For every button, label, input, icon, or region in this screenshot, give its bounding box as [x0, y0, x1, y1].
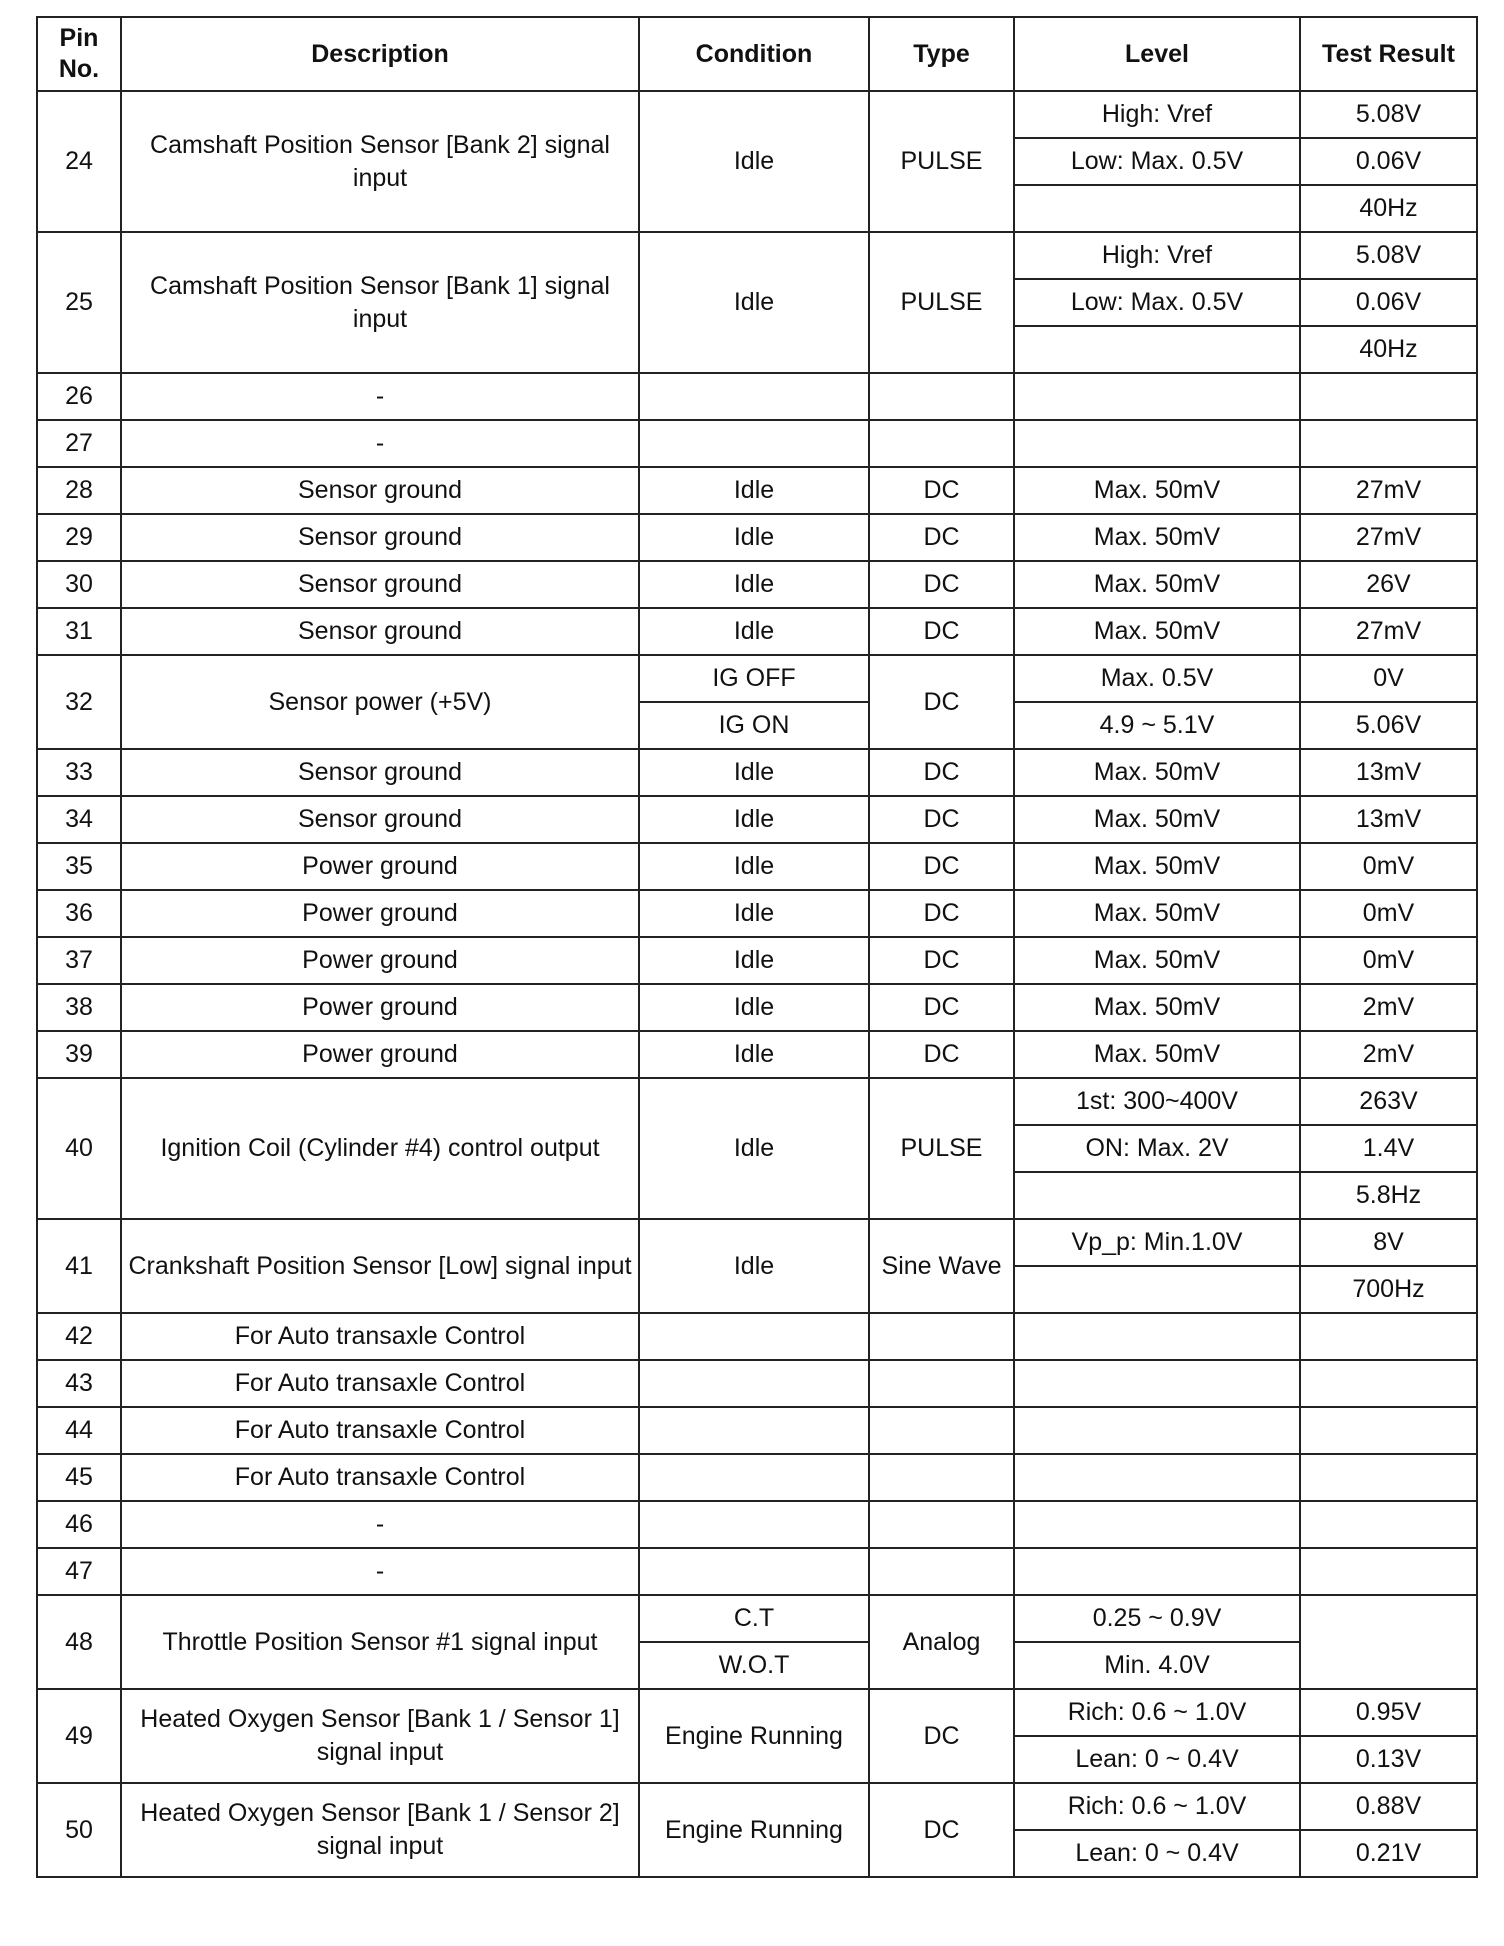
level-cell: Max. 50mV — [1014, 608, 1300, 655]
test-result-cell: 13mV — [1300, 749, 1477, 796]
table-row — [37, 937, 1477, 984]
test-result-cell — [1300, 420, 1477, 467]
type-cell — [869, 1313, 1014, 1360]
type-cell: DC — [869, 843, 1014, 890]
type-cell — [869, 1454, 1014, 1501]
type-cell — [869, 1501, 1014, 1548]
pin-table — [36, 16, 1478, 1878]
description-cell: For Auto transaxle Control — [121, 1407, 639, 1454]
test-result-cell: 0mV — [1300, 937, 1477, 984]
level-cell — [1014, 1454, 1300, 1501]
test-result-cell: 263V — [1300, 1078, 1477, 1125]
level-cell: Max. 50mV — [1014, 514, 1300, 561]
test-result-cell: 26V — [1300, 561, 1477, 608]
description-cell: Power ground — [121, 843, 639, 890]
description-cell: Camshaft Position Sensor [Bank 1] signal input — [121, 232, 639, 373]
test-result-cell — [1300, 1313, 1477, 1360]
header-type: Type — [869, 17, 1014, 91]
type-cell: DC — [869, 796, 1014, 843]
description-cell: Ignition Coil (Cylinder #4) control output — [121, 1078, 639, 1219]
description-cell: Power ground — [121, 890, 639, 937]
type-cell — [869, 1360, 1014, 1407]
description-cell: Sensor ground — [121, 514, 639, 561]
type-cell: DC — [869, 1783, 1014, 1877]
table-row — [37, 1078, 1477, 1125]
table-body — [37, 91, 1477, 1877]
pin-number: 32 — [37, 655, 121, 749]
condition-cell — [639, 1548, 869, 1595]
pin-number: 49 — [37, 1689, 121, 1783]
level-cell: Rich: 0.6 ~ 1.0V — [1014, 1783, 1300, 1830]
level-cell: Vp_p: Min.1.0V — [1014, 1219, 1300, 1266]
condition-cell — [639, 1454, 869, 1501]
table-row — [37, 1783, 1477, 1830]
type-cell: DC — [869, 984, 1014, 1031]
test-result-cell: 0.88V — [1300, 1783, 1477, 1830]
test-result-cell — [1300, 1548, 1477, 1595]
condition-cell: Idle — [639, 890, 869, 937]
description-cell: Camshaft Position Sensor [Bank 2] signal input — [121, 91, 639, 232]
condition-cell: IG ON — [639, 702, 869, 749]
description-cell: Heated Oxygen Sensor [Bank 1 / Sensor 2] signal input — [121, 1783, 639, 1877]
level-cell: Rich: 0.6 ~ 1.0V — [1014, 1689, 1300, 1736]
table-row — [37, 1313, 1477, 1360]
type-cell: DC — [869, 937, 1014, 984]
pin-number: 47 — [37, 1548, 121, 1595]
pin-number: 40 — [37, 1078, 121, 1219]
condition-cell: W.O.T — [639, 1642, 869, 1689]
level-cell — [1014, 1407, 1300, 1454]
table-row — [37, 1501, 1477, 1548]
description-cell: For Auto transaxle Control — [121, 1360, 639, 1407]
table-row — [37, 843, 1477, 890]
table-header — [37, 17, 1477, 91]
pin-number: 42 — [37, 1313, 121, 1360]
level-cell: Min. 4.0V — [1014, 1642, 1300, 1689]
test-result-cell: 8V — [1300, 1219, 1477, 1266]
test-result-cell: 2mV — [1300, 1031, 1477, 1078]
pin-number: 25 — [37, 232, 121, 373]
test-result-cell: 0.06V — [1300, 279, 1477, 326]
description-cell: - — [121, 420, 639, 467]
condition-cell: Idle — [639, 796, 869, 843]
level-cell: 0.25 ~ 0.9V — [1014, 1595, 1300, 1642]
type-cell: DC — [869, 1689, 1014, 1783]
type-cell: DC — [869, 749, 1014, 796]
condition-cell — [639, 1313, 869, 1360]
test-result-cell: 0mV — [1300, 843, 1477, 890]
test-result-cell: 5.06V — [1300, 702, 1477, 749]
description-cell: Crankshaft Position Sensor [Low] signal input — [121, 1219, 639, 1313]
level-cell: Lean: 0 ~ 0.4V — [1014, 1830, 1300, 1877]
test-result-cell — [1300, 1595, 1477, 1689]
pin-number: 29 — [37, 514, 121, 561]
test-result-cell: 0V — [1300, 655, 1477, 702]
pin-number: 34 — [37, 796, 121, 843]
pin-number: 45 — [37, 1454, 121, 1501]
test-result-cell — [1300, 1454, 1477, 1501]
test-result-cell: 2mV — [1300, 984, 1477, 1031]
table-row — [37, 1407, 1477, 1454]
pin-test-sheet — [36, 16, 1476, 1878]
condition-cell — [639, 1501, 869, 1548]
table-row — [37, 91, 1477, 138]
header-test-result: Test Result — [1300, 17, 1477, 91]
type-cell: Sine Wave — [869, 1219, 1014, 1313]
pin-number: 44 — [37, 1407, 121, 1454]
condition-cell: Idle — [639, 561, 869, 608]
description-cell: Sensor ground — [121, 608, 639, 655]
condition-cell — [639, 1407, 869, 1454]
test-result-cell: 700Hz — [1300, 1266, 1477, 1313]
level-cell: Max. 50mV — [1014, 937, 1300, 984]
level-cell: Max. 50mV — [1014, 467, 1300, 514]
condition-cell: Idle — [639, 608, 869, 655]
level-cell — [1014, 326, 1300, 373]
condition-cell: Idle — [639, 749, 869, 796]
level-cell: Max. 50mV — [1014, 890, 1300, 937]
pin-number: 26 — [37, 373, 121, 420]
pin-number: 46 — [37, 1501, 121, 1548]
condition-cell: IG OFF — [639, 655, 869, 702]
description-cell: Sensor ground — [121, 749, 639, 796]
test-result-cell: 0.21V — [1300, 1830, 1477, 1877]
test-result-cell — [1300, 1407, 1477, 1454]
condition-cell — [639, 420, 869, 467]
condition-cell: Idle — [639, 937, 869, 984]
type-cell: DC — [869, 890, 1014, 937]
test-result-cell: 0mV — [1300, 890, 1477, 937]
header-pin: Pin No. — [37, 17, 121, 91]
table-row — [37, 890, 1477, 937]
description-cell: Power ground — [121, 937, 639, 984]
level-cell: 1st: 300~400V — [1014, 1078, 1300, 1125]
description-cell: For Auto transaxle Control — [121, 1454, 639, 1501]
level-cell: Max. 50mV — [1014, 561, 1300, 608]
test-result-cell: 5.8Hz — [1300, 1172, 1477, 1219]
type-cell — [869, 373, 1014, 420]
table-row — [37, 655, 1477, 702]
pin-number: 28 — [37, 467, 121, 514]
level-cell: Max. 50mV — [1014, 843, 1300, 890]
test-result-cell: 13mV — [1300, 796, 1477, 843]
test-result-cell: 1.4V — [1300, 1125, 1477, 1172]
table-row — [37, 1219, 1477, 1266]
level-cell — [1014, 185, 1300, 232]
type-cell: DC — [869, 655, 1014, 749]
level-cell — [1014, 1266, 1300, 1313]
type-cell: DC — [869, 561, 1014, 608]
pin-number: 36 — [37, 890, 121, 937]
level-cell: Max. 50mV — [1014, 749, 1300, 796]
condition-cell: Idle — [639, 1031, 869, 1078]
header-level: Level — [1014, 17, 1300, 91]
type-cell: DC — [869, 514, 1014, 561]
description-cell: Throttle Position Sensor #1 signal input — [121, 1595, 639, 1689]
condition-cell: Engine Running — [639, 1689, 869, 1783]
level-cell: Max. 50mV — [1014, 796, 1300, 843]
table-row — [37, 373, 1477, 420]
level-cell — [1014, 1313, 1300, 1360]
test-result-cell — [1300, 373, 1477, 420]
table-row — [37, 561, 1477, 608]
pin-number: 39 — [37, 1031, 121, 1078]
test-result-cell — [1300, 1360, 1477, 1407]
pin-number: 27 — [37, 420, 121, 467]
type-cell: PULSE — [869, 91, 1014, 232]
condition-cell — [639, 373, 869, 420]
table-row — [37, 467, 1477, 514]
description-cell: Sensor ground — [121, 561, 639, 608]
level-cell — [1014, 420, 1300, 467]
description-cell: For Auto transaxle Control — [121, 1313, 639, 1360]
table-row — [37, 514, 1477, 561]
pin-number: 33 — [37, 749, 121, 796]
description-cell: Sensor ground — [121, 796, 639, 843]
level-cell: Max. 50mV — [1014, 984, 1300, 1031]
description-cell: - — [121, 1501, 639, 1548]
description-cell: Heated Oxygen Sensor [Bank 1 / Sensor 1] signal input — [121, 1689, 639, 1783]
level-cell: ON: Max. 2V — [1014, 1125, 1300, 1172]
condition-cell: Idle — [639, 467, 869, 514]
level-cell: Low: Max. 0.5V — [1014, 279, 1300, 326]
test-result-cell: 0.13V — [1300, 1736, 1477, 1783]
level-cell: High: Vref — [1014, 232, 1300, 279]
type-cell — [869, 420, 1014, 467]
table-row — [37, 420, 1477, 467]
table-row — [37, 1595, 1477, 1642]
type-cell — [869, 1548, 1014, 1595]
condition-cell: Idle — [639, 1219, 869, 1313]
type-cell: DC — [869, 467, 1014, 514]
test-result-cell: 27mV — [1300, 467, 1477, 514]
pin-number: 31 — [37, 608, 121, 655]
header-description: Description — [121, 17, 639, 91]
table-row — [37, 1548, 1477, 1595]
pin-number: 30 — [37, 561, 121, 608]
condition-cell: Idle — [639, 984, 869, 1031]
level-cell — [1014, 1172, 1300, 1219]
condition-cell: Idle — [639, 232, 869, 373]
table-row — [37, 984, 1477, 1031]
table-row — [37, 608, 1477, 655]
level-cell: 4.9 ~ 5.1V — [1014, 702, 1300, 749]
level-cell: High: Vref — [1014, 91, 1300, 138]
level-cell: Lean: 0 ~ 0.4V — [1014, 1736, 1300, 1783]
table-row — [37, 796, 1477, 843]
table-row — [37, 1031, 1477, 1078]
condition-cell: Idle — [639, 514, 869, 561]
test-result-cell — [1300, 1501, 1477, 1548]
type-cell: PULSE — [869, 232, 1014, 373]
level-cell — [1014, 1360, 1300, 1407]
description-cell: Sensor power (+5V) — [121, 655, 639, 749]
test-result-cell: 0.06V — [1300, 138, 1477, 185]
description-cell: Sensor ground — [121, 467, 639, 514]
type-cell: DC — [869, 1031, 1014, 1078]
condition-cell — [639, 1360, 869, 1407]
pin-number: 41 — [37, 1219, 121, 1313]
test-result-cell: 5.08V — [1300, 232, 1477, 279]
level-cell: Low: Max. 0.5V — [1014, 138, 1300, 185]
condition-cell: Idle — [639, 91, 869, 232]
level-cell: Max. 0.5V — [1014, 655, 1300, 702]
description-cell: - — [121, 1548, 639, 1595]
level-cell: Max. 50mV — [1014, 1031, 1300, 1078]
level-cell — [1014, 1548, 1300, 1595]
pin-number: 43 — [37, 1360, 121, 1407]
type-cell: PULSE — [869, 1078, 1014, 1219]
table-row — [37, 1689, 1477, 1736]
pin-number: 48 — [37, 1595, 121, 1689]
description-cell: Power ground — [121, 1031, 639, 1078]
level-cell — [1014, 1501, 1300, 1548]
test-result-cell: 27mV — [1300, 514, 1477, 561]
table-row — [37, 232, 1477, 279]
level-cell — [1014, 373, 1300, 420]
type-cell: DC — [869, 608, 1014, 655]
description-cell: - — [121, 373, 639, 420]
condition-cell: Idle — [639, 843, 869, 890]
table-row — [37, 1454, 1477, 1501]
type-cell: Analog — [869, 1595, 1014, 1689]
pin-number: 35 — [37, 843, 121, 890]
condition-cell: Idle — [639, 1078, 869, 1219]
pin-number: 37 — [37, 937, 121, 984]
table-row — [37, 1360, 1477, 1407]
test-result-cell: 40Hz — [1300, 185, 1477, 232]
test-result-cell: 5.08V — [1300, 91, 1477, 138]
condition-cell: C.T — [639, 1595, 869, 1642]
header-condition: Condition — [639, 17, 869, 91]
type-cell — [869, 1407, 1014, 1454]
description-cell: Power ground — [121, 984, 639, 1031]
pin-number: 38 — [37, 984, 121, 1031]
condition-cell: Engine Running — [639, 1783, 869, 1877]
table-row — [37, 749, 1477, 796]
pin-number: 50 — [37, 1783, 121, 1877]
test-result-cell: 0.95V — [1300, 1689, 1477, 1736]
test-result-cell: 40Hz — [1300, 326, 1477, 373]
pin-number: 24 — [37, 91, 121, 232]
test-result-cell: 27mV — [1300, 608, 1477, 655]
